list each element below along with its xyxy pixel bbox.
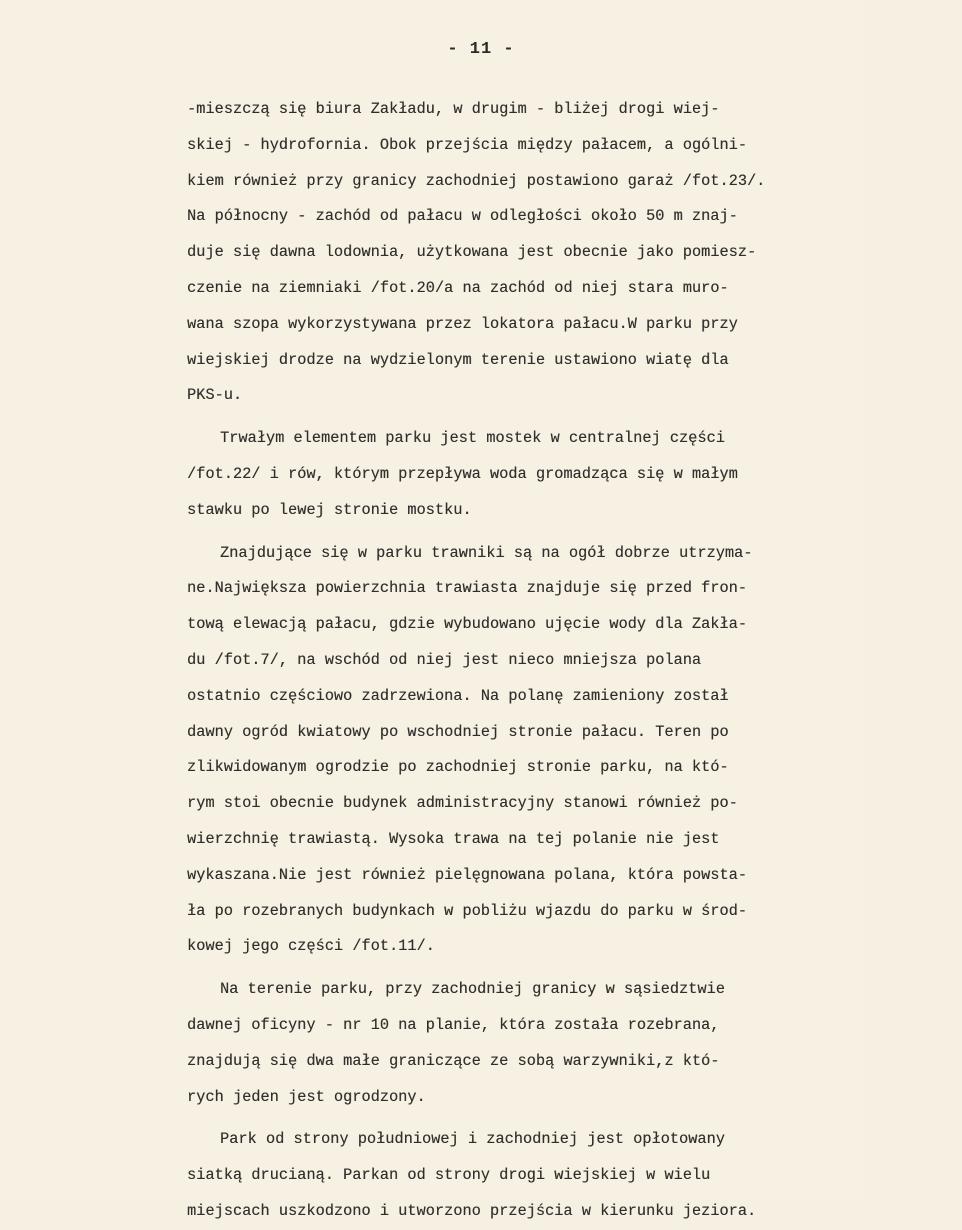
paragraph [187,536,857,966]
text-line: kowej jego części /fot.11/. [187,937,435,956]
page-number: - 11 - [447,40,515,59]
text-line: Trwałym elementem parku jest mostek w centralnej części [220,429,725,448]
text-line: stawku po lewej stronie mostku. [187,500,472,519]
typed-text-body [187,92,857,1230]
text-line: skiej - hydrofornia. Obok przejścia między pałacem, a ogólni- [187,135,747,154]
paragraph [187,1122,857,1229]
text-line: duje się dawna lodownia, użytkowana jest obecnie jako pomiesz- [187,243,757,262]
text-line: PKS-u. [187,386,243,405]
text-line: -mieszczą się biura Zakładu, w drugim - bliżej drogi wiej- [187,100,720,118]
paragraph [187,92,857,414]
text-line: wierzchnię trawiastą. Wysoka trawa na tej polanie nie jest [187,829,720,848]
text-line: ła po rozebranych budynkach w pobliżu wjazdu do parku w środ- [187,901,747,920]
text-line: rym stoi obecnie budynek administracyjny stanowi również po- [187,794,738,813]
text-line: rych jeden jest ogrodzony. [187,1087,426,1106]
text-line: wiejskiej drodze na wydzielonym terenie ustawiono wiatę dla [187,350,729,369]
text-line: tową elewacją pałacu, gdzie wybudowano ujęcie wody dla Zakła- [187,615,747,634]
text-line: czenie na ziemniaki /fot.20/a na zachód od niej stara muro- [187,278,729,297]
text-line: Znajdujące się w parku trawniki są na ogół dobrze utrzyma- [220,543,753,562]
text-line: ostatnio częściowo zadrzewiona. Na polanę zamieniony został [187,686,729,705]
text-line: dawnej oficyny - nr 10 na planie, która została rozebrana, [187,1015,720,1034]
text-line: Na terenie parku, przy zachodniej granicy w sąsiedztwie [220,980,725,999]
text-line: du /fot.7/, na wschód od niej jest nieco mniejsza polana [187,650,702,669]
text-line: ne.Największa powierzchnia trawiasta znajduje się przed fron- [187,579,747,598]
text-line: znajdują się dwa małe graniczące ze sobą warzywniki,z któ- [187,1051,720,1070]
text-line: wana szopa wykorzystywana przez lokatora pałacu.W parku przy [187,314,738,333]
text-line: siatką drucianą. Parkan od strony drogi wiejskiej w wielu [187,1166,711,1185]
text-line: Na północny - zachód od pałacu w odległości około 50 m znaj- [187,207,738,226]
text-line: miejscach uszkodzono i utworzono przejścia w kierunku jeziora. [187,1201,757,1220]
paragraph [187,972,857,1115]
text-line: dawny ogród kwiatowy po wschodniej stronie pałacu. Teren po [187,722,729,741]
text-line: wykaszana.Nie jest również pielęgnowana polana, która powsta- [187,865,747,884]
text-line: kiem również przy granicy zachodniej postawiono garaż /fot.23/. [187,171,766,190]
text-line: Park od strony południowej i zachodniej jest opłotowany [220,1130,725,1149]
text-line: /fot.22/ i rów, którym przepływa woda gromadząca się w małym [187,464,738,483]
text-line: zlikwidowanym ogrodzie po zachodniej stronie parku, na któ- [187,758,729,777]
paragraph [187,421,857,528]
